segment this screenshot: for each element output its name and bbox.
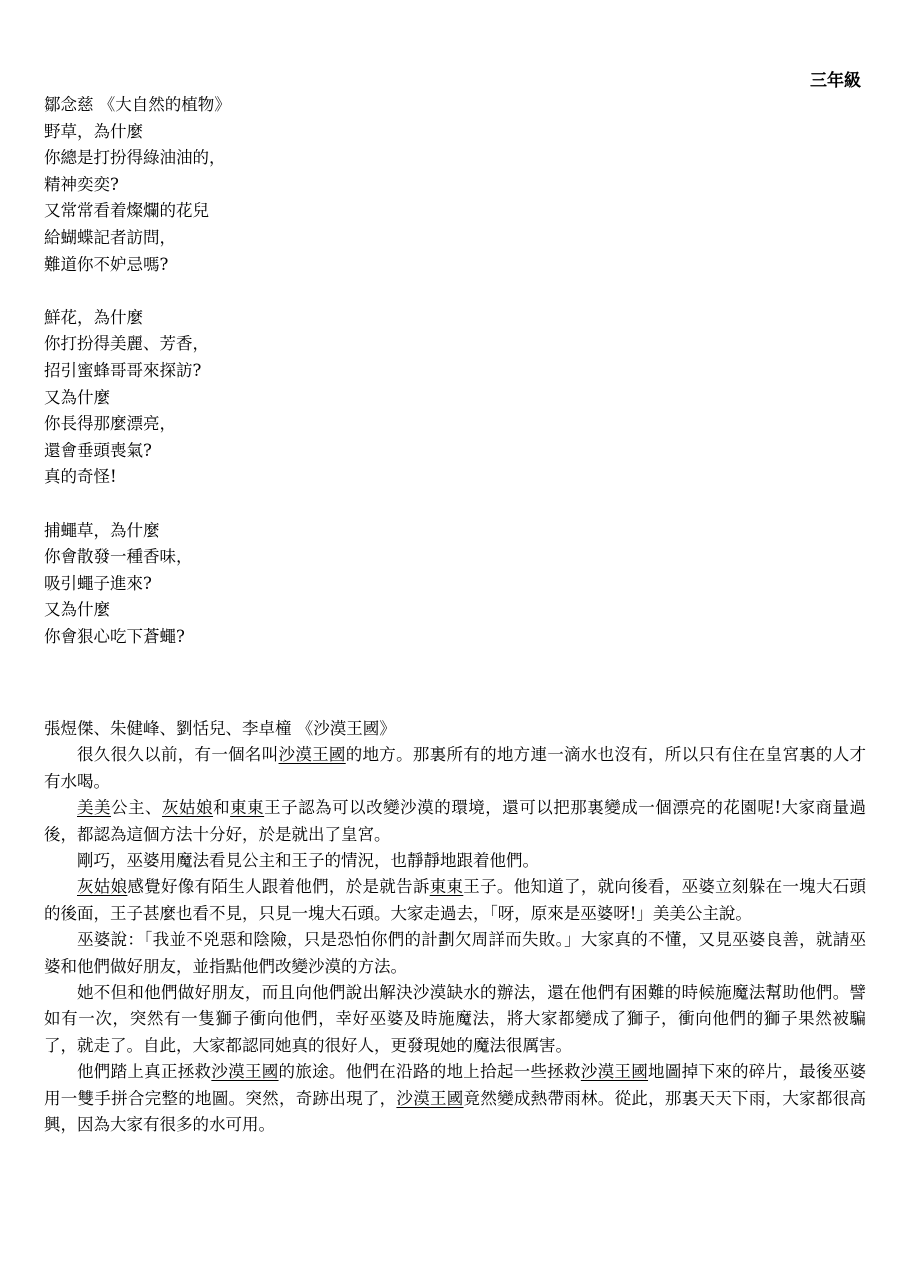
poem-line: 你長得那麼漂亮， xyxy=(44,414,176,434)
poem-line: 你打扮得美麗、芳香， xyxy=(44,334,209,354)
poem-line: 捕蠅草，為什麼 xyxy=(44,520,160,540)
poem-line: 還會垂頭喪氣? xyxy=(44,440,152,460)
paragraph-text: 竟然變成熱帶雨林。從此，那裏天天下雨，大家都很高興，因為大家有很多的水可用。 xyxy=(44,1088,866,1135)
poem-line: 鮮花，為什麼 xyxy=(44,307,143,327)
proper-noun: 美美 xyxy=(77,798,112,818)
proper-noun: 沙漠王國 xyxy=(211,1062,279,1082)
paragraph-text: 王子。他知道了，就向後看，巫婆立刻躲在一塊大石頭的後面，王子甚麼也看不見，只見一塊大石頭。大家走過去，「呀，原來是巫婆呀!」美美公主說。 xyxy=(44,877,867,923)
poem-body xyxy=(44,119,231,651)
stanza-gap xyxy=(44,491,231,518)
proper-noun: 沙漠王國 xyxy=(396,1088,464,1108)
poem-line: 又常常看着燦爛的花兒 xyxy=(44,201,209,221)
paragraph-text: 他們踏上真正拯救 xyxy=(77,1062,212,1082)
poem-heading: 鄒念慈 《大自然的植物》 xyxy=(44,95,231,114)
paragraph-text: 的旅途。他們在沿路的地上拾起一些拯救 xyxy=(278,1062,581,1082)
poem-line: 給蝴蝶記者訪問， xyxy=(44,227,176,247)
proper-noun: 灰姑娘 xyxy=(77,877,128,897)
paragraph-text: 巫婆說：「我並不兇惡和陰險，只是恐怕你們的計劃欠周詳而失敗。」大家真的不懂，又見巫婆良善，就請巫婆和他們做好朋友，並指點他們改變沙漠的方法。 xyxy=(44,930,866,976)
paragraph-text: 感覺好像有陌生人跟着他們，於是就告訴 xyxy=(127,877,430,897)
proper-noun: 東東 xyxy=(429,877,464,897)
story-paragraph xyxy=(44,1059,866,1138)
story-body xyxy=(44,742,866,1138)
story-paragraph xyxy=(44,874,866,927)
stanza-gap xyxy=(44,278,231,305)
poem-line: 難道你不妒忌嗎? xyxy=(44,254,169,274)
story-paragraph xyxy=(44,795,866,848)
proper-noun: 灰姑娘 xyxy=(162,798,214,818)
poem-line: 招引蜜蜂哥哥來探訪? xyxy=(44,360,202,380)
poem-line: 野草，為什麼 xyxy=(44,121,143,141)
poem-line: 你會散發一種香味， xyxy=(44,547,193,567)
story-section xyxy=(44,716,866,1139)
paragraph-text: 地圖掉下來的碎片，最後巫婆用一雙手拼合完整的地圖。突然，奇跡出現了， xyxy=(44,1062,867,1108)
paragraph-text: 她不但和他們做好朋友，而且向他們說出解決沙漠缺水的辦法，還在他們有困難的時候施魔法幫助他們。譬如有一次，突然有一隻獅子衝向他們，幸好巫婆及時施魔法，將大家都變成了獅子，衝向他們的獅子果然被騙了，就走了。自此，大家都認同她真的很好人，更發現她的魔法很厲害。 xyxy=(44,983,866,1055)
paragraph-text: 和 xyxy=(213,798,231,818)
poem-line: 又為什麼 xyxy=(44,387,110,407)
poem-section xyxy=(44,92,231,650)
poem-line: 精神奕奕? xyxy=(44,174,119,194)
poem-line: 真的奇怪! xyxy=(44,467,117,487)
poem-line: 你會狠心吃下蒼蠅? xyxy=(44,626,185,646)
story-paragraph xyxy=(44,848,866,874)
story-heading: 張煜傑、朱健峰、劉恬兒、李卓橦 《沙漠王國》 xyxy=(44,719,396,738)
story-paragraph xyxy=(44,742,866,795)
story-paragraph xyxy=(44,980,866,1059)
paragraph-text: 的地方。那裏所有的地方連一滴水也沒有，所以只有住在皇宮裏的人才有水喝。 xyxy=(44,745,867,791)
story-paragraph xyxy=(44,927,866,980)
poem-line: 你總是打扮得綠油油的， xyxy=(44,148,226,168)
proper-noun: 沙漠王國 xyxy=(580,1062,649,1082)
poem-line: 又為什麼 xyxy=(44,600,110,620)
paragraph-text: 王子認為可以改變沙漠的環境，還可以把那裏變成一個漂亮的花園呢!大家商量過後，都認為這個方法十分好，於是就出了皇宮。 xyxy=(44,798,867,844)
paragraph-text: 公主、 xyxy=(111,798,163,818)
paragraph-text: 剛巧，巫婆用魔法看見公主和王子的情況，也靜靜地跟着他們。 xyxy=(77,851,539,871)
grade-label: 三年級 xyxy=(810,71,861,91)
proper-noun: 東東 xyxy=(230,798,265,818)
poem-line: 吸引蠅子進來? xyxy=(44,573,152,593)
paragraph-text: 很久很久以前，有一個名叫 xyxy=(77,745,279,765)
proper-noun: 沙漠王國 xyxy=(278,745,346,765)
